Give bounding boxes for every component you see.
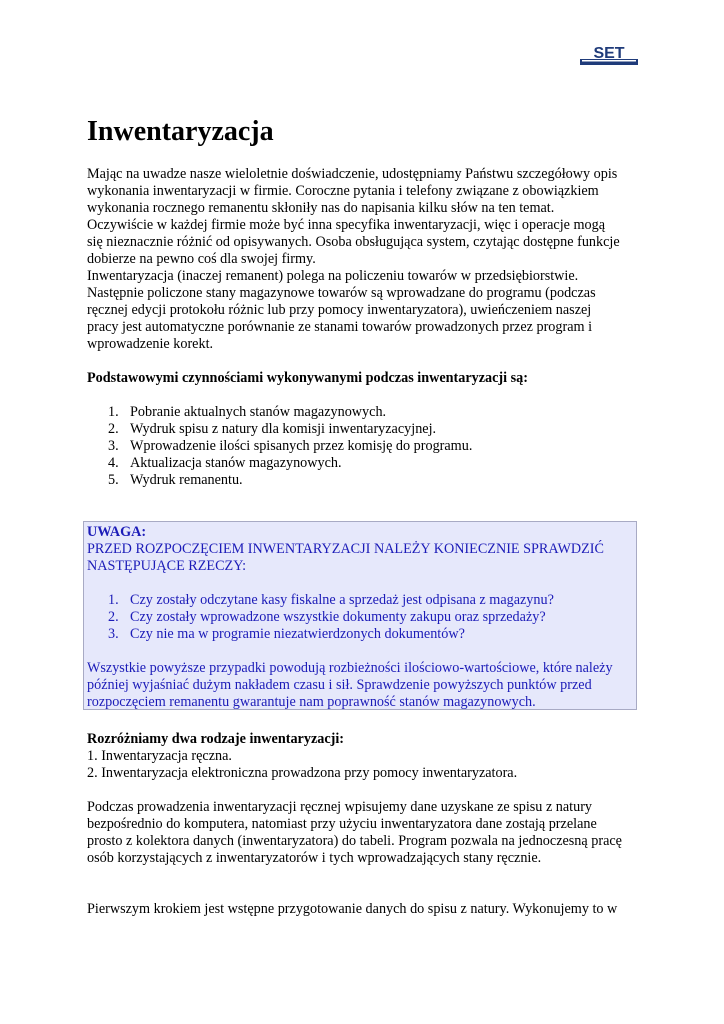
list-item-number: 3. <box>108 438 119 454</box>
list-item-number: 3. <box>108 626 119 642</box>
list-item-number: 4. <box>108 455 119 471</box>
list-item-text: Wprowadzenie ilości spisanych przez komisję do programu. <box>130 438 473 454</box>
list-item-number: 2. <box>108 609 119 625</box>
logo-text: SET <box>593 45 625 62</box>
list-item <box>87 455 647 472</box>
paragraph-line: się nieznacznie różnić od opisywanych. Osoba obsługująca system, czytając dostępne funkcje <box>87 234 620 250</box>
list-item <box>87 404 647 421</box>
list-item-number: 1. <box>108 592 119 608</box>
types-list <box>87 748 647 782</box>
warning-footer-line: później wyjaśniać dużym nakładem czasu i sił. Sprawdzenie powyższych punktów przed <box>87 677 592 693</box>
list-item-number: 5. <box>108 472 119 488</box>
warning-line: PRZED ROZPOCZĘCIEM INWENTARYZACJI NALEŻY KONIECZNIE SPRAWDZIĆ <box>87 541 604 557</box>
paragraph-line: Mając na uwadze nasze wieloletnie doświadczenie, udostępniamy Państwu szczegółowy opis <box>87 166 618 182</box>
paragraph-line: wprowadzenie korekt. <box>87 336 214 352</box>
list-item-text: Czy zostały wprowadzone wszystkie dokumenty zakupu oraz sprzedaży? <box>130 609 546 625</box>
list-item <box>87 421 647 438</box>
warning-footer-line: rozpoczęciem remanentu gwarantuje nam poprawność stanów magazynowych. <box>87 694 536 710</box>
list-item <box>87 438 647 455</box>
paragraph-line: Podczas prowadzenia inwentaryzacji ręcznej wpisujemy dane uzyskane ze spisu z natury <box>87 799 593 815</box>
checklist-item <box>87 626 636 643</box>
activities-heading: Podstawowymi czynnościami wykonywanymi podczas inwentaryzacji są: <box>87 370 528 386</box>
paragraph-line: Inwentaryzacja (inaczej remanent) polega na policzeniu towarów w przedsiębiorstwie. <box>87 268 579 284</box>
list-item-text: Aktualizacja stanów magazynowych. <box>130 455 342 471</box>
list-item-number: 2. <box>108 421 119 437</box>
type-item: 1. Inwentaryzacja ręczna. <box>87 748 232 764</box>
manual-paragraph <box>87 799 647 867</box>
paragraph-line: bezpośrednio do komputera, natomiast przy użyciu inwentaryzatora dane zostają przelane <box>87 816 597 832</box>
paragraph-line: ręcznej edycji protokołu różnic lub przy pomocy inwentaryzatora), uwieńczeniem naszej <box>87 302 592 318</box>
warning-line: NASTĘPUJĄCE RZECZY: <box>87 558 247 574</box>
warning-box <box>83 521 637 710</box>
activities-list <box>87 404 647 489</box>
intro-paragraph <box>87 166 647 353</box>
paragraph-line: wykonania inwentaryzacji w firmie. Coroczne pytania i telefony związane z obowiązkiem <box>87 183 599 199</box>
list-item-text: Wydruk remanentu. <box>130 472 243 488</box>
warning-footer <box>87 660 636 711</box>
list-item-text: Czy zostały odczytane kasy fiskalne a sprzedaż jest odpisana z magazynu? <box>130 592 554 608</box>
list-item <box>87 472 647 489</box>
paragraph-line: Następnie policzone stany magazynowe towarów są wprowadzane do programu (podczas <box>87 285 596 301</box>
types-section <box>87 731 647 918</box>
set-logo <box>580 43 638 65</box>
paragraph-line: osób korzystających z inwentaryzatorów i tych wprowadzających stany ręcznie. <box>87 850 542 866</box>
types-heading: Rozróżniamy dwa rodzaje inwentaryzacji: <box>87 731 345 747</box>
list-item-text: Wydruk spisu z natury dla komisji inwentaryzacyjnej. <box>130 421 437 437</box>
list-item-text: Czy nie ma w programie niezatwierdzonych dokumentów? <box>130 626 465 642</box>
paragraph-line: Oczywiście w każdej firmie może być inna specyfika inwentaryzacji, więc i operacje mogą <box>87 217 606 233</box>
document-body <box>87 166 647 489</box>
checklist-item <box>87 592 636 609</box>
warning-checklist <box>87 592 636 643</box>
warning-footer-line: Wszystkie powyższe przypadki powodują rozbieżności ilościowo-wartościowe, które należy <box>87 660 613 676</box>
first-step-paragraph: Pierwszym krokiem jest wstępne przygotowanie danych do spisu z natury. Wykonujemy to w <box>87 901 618 917</box>
list-item-number: 1. <box>108 404 119 420</box>
paragraph-line: dobierze na pewno coś dla swojej firmy. <box>87 251 316 267</box>
list-item-text: Pobranie aktualnych stanów magazynowych. <box>130 404 387 420</box>
checklist-item <box>87 609 636 626</box>
type-item: 2. Inwentaryzacja elektroniczna prowadzona przy pomocy inwentaryzatora. <box>87 765 518 781</box>
paragraph-line: wykonania rocznego remanentu skłoniły nas do napisania kilku słów na ten temat. <box>87 200 555 216</box>
warning-label: UWAGA: <box>87 524 147 540</box>
paragraph-line: pracy jest automatyczne porównanie ze stanami towarów prowadzonych przez program i <box>87 319 593 335</box>
page-title: Inwentaryzacja <box>87 116 274 147</box>
warning-text <box>87 541 636 575</box>
paragraph-line: prosto z kolektora danych (inwentaryzatora) do tabeli. Program pozwala na jednoczesną pracę <box>87 833 622 849</box>
